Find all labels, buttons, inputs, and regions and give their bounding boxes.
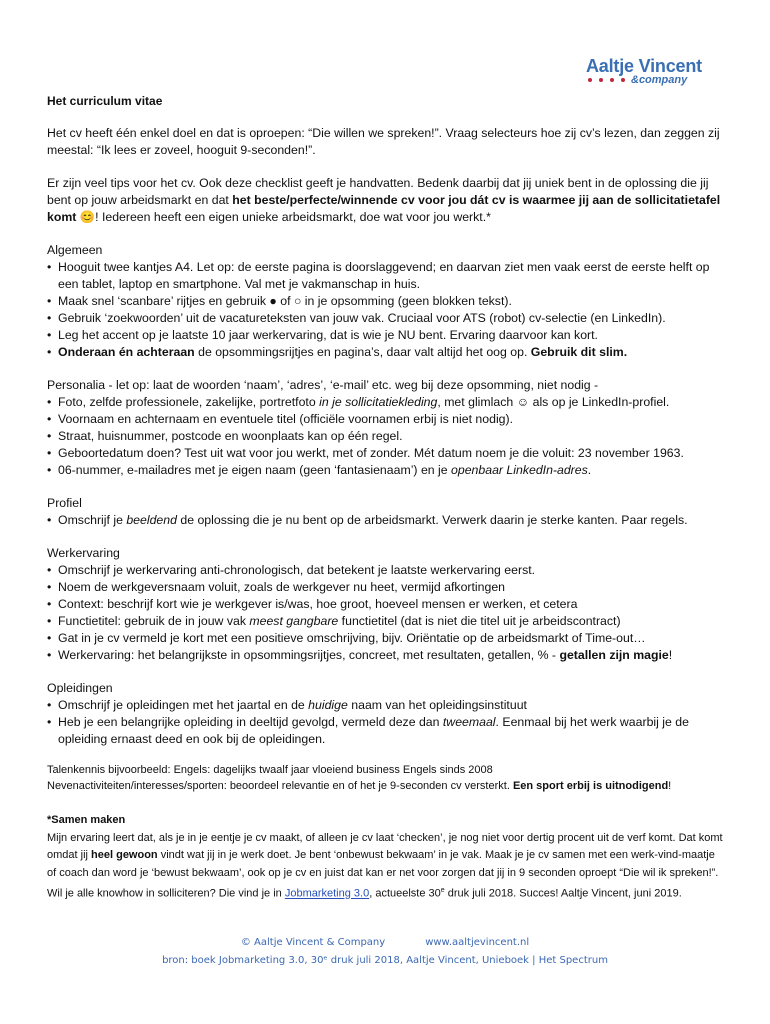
- list-item: • Omschrijf je werkervaring anti-chronologisch, dat betekent je laatste werkervaring eerst.: [47, 562, 727, 579]
- document-body: [47, 93, 727, 903]
- section-profiel: [47, 495, 727, 529]
- list-item: • Onderaan én achteraan de opsommingsrijtjes en pagina’s, daar valt altijd het oog op. Gebruik dit slim.: [47, 344, 727, 361]
- list-item: • Foto, zelfde professionele, zakelijke, portretfoto in je sollicitatiekleding, met glimlach ☺ als op je LinkedIn-profiel.: [47, 394, 727, 411]
- list-item: • Functietitel: gebruik de in jouw vak meest gangbare functietitel (dat is niet die titel uit je arbeidscontract): [47, 613, 727, 630]
- list-item: • Voornaam en achternaam en eventuele titel (officiële voornamen erbij is niet nodig).: [47, 411, 727, 428]
- list-item: • Straat, huisnummer, postcode en woonplaats kan op één regel.: [47, 428, 727, 445]
- section-werkervaring: [47, 545, 727, 664]
- nevenactiviteiten-line: Nevenactiviteiten/interesses/sporten: beoordeel relevantie en of het je 9-seconden cv versterkt. Een sport erbij is uitnodigend!: [47, 780, 672, 792]
- logo-dots-icon: [588, 78, 625, 82]
- list-item: • Werkervaring: het belangrijkste in opsommingsrijtjes, concreet, met resultaten, getallen, % - getallen zijn magie!: [47, 647, 727, 664]
- section-heading-personalia: Personalia - let op: laat de woorden ‘naam’, ‘adres’, ‘e-mail’ etc. weg bij deze opsomming, niet nodig -: [47, 378, 599, 392]
- logo-company: &company: [631, 74, 688, 86]
- list-item: • Omschrijf je beeldend de oplossing die je nu bent op de arbeidsmarkt. Verwerk daarin je sterke kanten. Paar regels.: [47, 512, 727, 529]
- samen-maken-block: [47, 812, 727, 903]
- footer-copyright: © Aaltje Vincent & Company: [240, 937, 386, 948]
- footer-line-1: [0, 937, 770, 948]
- list-item: • Gat in je cv vermeld je kort met een positieve omschrijving, bijv. Oriëntatie op de arbeidsmarkt of Time-out…: [47, 630, 727, 647]
- jobmarketing-link[interactable]: Jobmarketing 3.0: [284, 887, 370, 900]
- list-item: • Maak snel ‘scanbare’ rijtjes en gebruik ● of ○ in je opsomming (geen blokken tekst).: [47, 293, 727, 310]
- footer-website[interactable]: www.aaltjevincent.nl: [425, 937, 530, 948]
- list-item: • Noem de werkgeversnaam voluit, zoals de werkgever nu heet, vermijd afkortingen: [47, 579, 727, 596]
- list-item: • Gebruik ‘zoekwoorden’ uit de vacatureteksten van jouw vak. Cruciaal voor ATS (robot) cv-selectie (en LinkedIn).: [47, 310, 727, 327]
- talenkennis-line: Talenkennis bijvoorbeeld: Engels: dagelijks twaalf jaar vloeiend business Engels sinds 2008: [47, 764, 493, 776]
- list-item: • Context: beschrijf kort wie je werkgever is/was, hoe groot, hoeveel mensen er werken, et cetera: [47, 596, 727, 613]
- samen-maken-title: *Samen maken: [47, 814, 126, 826]
- list-item: • Leg het accent op je laatste 10 jaar werkervaring, dat is wie je NU bent. Ervaring daarvoor kan kort.: [47, 327, 727, 344]
- samen-maken-text: Mijn ervaring leert dat, als je in je eentje je cv maakt, of alleen je cv laat ‘checken’, je nog niet voor dertig procent uit de verf komt. Dat komt omdat jij heel gewoon vindt wat jij in je werk doet. Je bent ‘onbewust bekwaam’ in je vak. Maak je je cv samen met een werk-vind-maatje of coach dan word je ‘bewust bekwaam’, ook op je cv en juist dat kan er net voor zorgen dat jij in 9 seconden oproept “Die wil ik spreken!”. Wil je alle knowhow in solliciteren? Die vind je in Jobmarketing 3.0, actueelste 30e druk juli 2018. Succes! Aaltje Vincent, juni 2019.: [47, 831, 723, 900]
- list-opleidingen: [47, 697, 727, 748]
- logo-name: Aaltje Vincent: [586, 56, 702, 76]
- section-heading-algemeen: Algemeen: [47, 243, 103, 257]
- section-heading-opleidingen: Opleidingen: [47, 681, 113, 695]
- section-personalia: [47, 377, 727, 479]
- company-logo: [586, 56, 706, 86]
- intro-paragraph-2: Er zijn veel tips voor het cv. Ook deze checklist geeft je handvatten. Bedenk daarbij dat jij uniek bent in de oplossing die jij bent op jouw arbeidsmarkt en dat het beste/perfecte/winnende cv voor jou dát cv is waarmee jij aan de sollicitatietafel komt 😊! Iedereen heeft een eigen unieke arbeidsmarkt, doe wat voor jou werkt.*: [47, 176, 721, 224]
- list-item: • 06-nummer, e-mailadres met je eigen naam (geen ‘fantasienaam’) en je openbaar LinkedIn-adres.: [47, 462, 727, 479]
- list-personalia: [47, 394, 727, 479]
- footer-source: bron: boek Jobmarketing 3.0, 30ᵉ druk juli 2018, Aaltje Vincent, Unieboek | Het Spectrum: [162, 955, 608, 966]
- list-profiel: [47, 512, 727, 529]
- section-opleidingen: [47, 680, 727, 748]
- list-algemeen: [47, 259, 727, 361]
- intro-paragraph-1: Het cv heeft één enkel doel en dat is oproepen: “Die willen we spreken!”. Vraag selecteurs hoe zij cv’s lezen, dan zeggen zij meestal: “Ik lees er zoveel, hooguit 9-seconden!”.: [47, 126, 720, 157]
- list-item: • Geboortedatum doen? Test uit wat voor jou werkt, met of zonder. Mét datum noem je die voluit: 23 november 1963.: [47, 445, 727, 462]
- list-werkervaring: [47, 562, 727, 664]
- extra-info: [47, 762, 727, 794]
- section-heading-profiel: Profiel: [47, 496, 82, 510]
- list-item: • Hooguit twee kantjes A4. Let op: de eerste pagina is doorslaggevend; en daarvan ziet men vaak eerst de eerste helft op een tablet, laptop en smartphone. Val met je vakmanschap in huis.: [47, 259, 727, 293]
- section-algemeen: [47, 242, 727, 361]
- section-heading-werkervaring: Werkervaring: [47, 546, 120, 560]
- list-item: • Heb je een belangrijke opleiding in deeltijd gevolgd, vermeld deze dan tweemaal. Eenmaal bij het werk waarbij je de opleiding ernaast deed en ook bij de opleidingen.: [47, 714, 727, 748]
- page-title: Het curriculum vitae: [47, 94, 163, 108]
- list-item: • Omschrijf je opleidingen met het jaartal en de huidige naam van het opleidingsinstituut: [47, 697, 727, 714]
